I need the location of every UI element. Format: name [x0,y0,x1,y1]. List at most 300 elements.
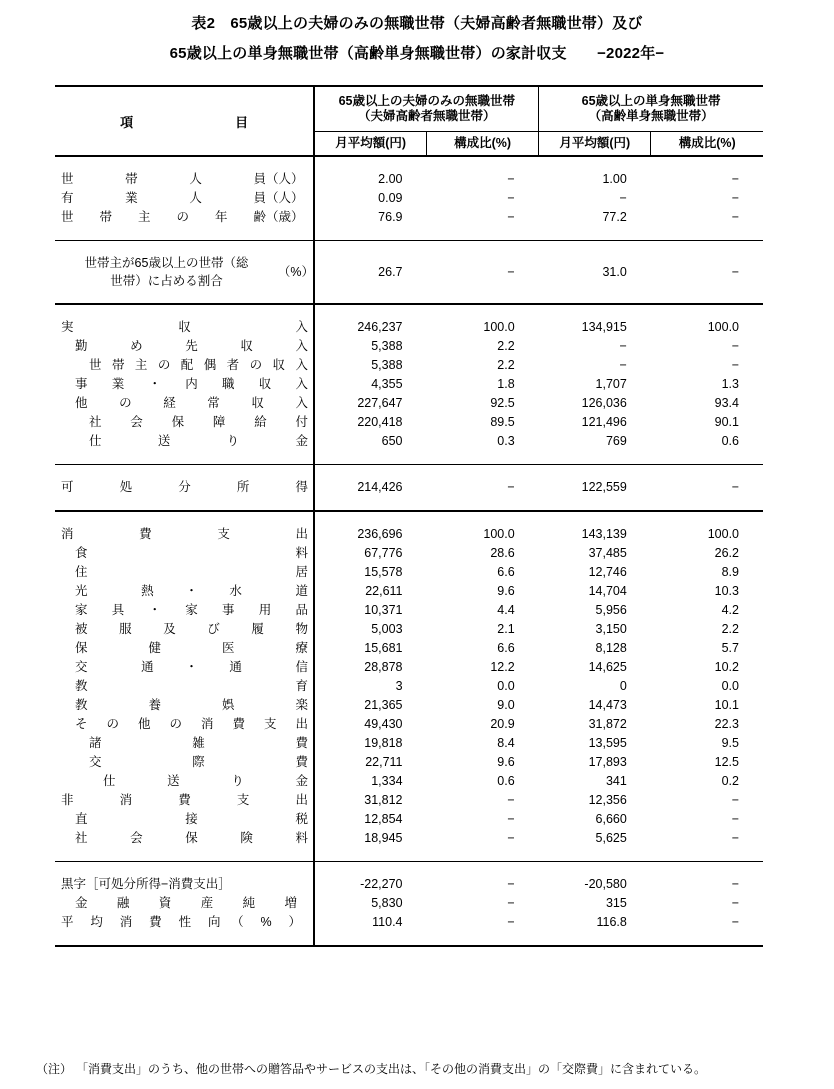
row-label-social-expenses: 交 際 費 [89,755,308,769]
cell-single-ratio: 4.2 [721,603,739,617]
row-label-net-financial: 金 融 資 産 純 増 [75,896,297,910]
spacer-cell [427,227,539,240]
table-row [55,772,763,791]
divider-cell [314,945,426,946]
title-line-1: 表2 65歳以上の夫婦のみの無職世帯（夫婦高齢者無職世帯）及び [191,15,643,32]
spacer-cell [427,156,539,170]
spacer-cell [651,241,763,255]
spacer-row [55,290,763,303]
spacer-cell [651,497,763,510]
table-row [55,563,763,582]
cell-couple-ratio: 2.2 [497,339,515,353]
spacer-cell [427,290,539,303]
cell-single-ratio: 0.0 [721,679,739,693]
cell-couple-ratio: 4.4 [497,603,515,617]
cell-couple-amount: 110.4 [314,913,426,932]
spacer-cell [651,862,763,876]
household-budget-table [55,85,763,947]
cell-couple-amount: 76.9 [314,208,426,227]
row-label-social-insurance: 社 会 保 険 料 [75,831,308,845]
cell-single-ratio: 0.6 [721,434,739,448]
cell-couple-ratio: − [507,915,515,929]
spacer-cell [314,290,426,303]
spacer-cell [539,227,651,240]
spacer-row [55,465,763,479]
spacer-row [55,511,763,525]
row-label-surplus: 黒字［可処分所得−消費支出］ [61,877,231,891]
cell-single-amount: 116.8 [596,915,627,929]
spacer-cell [651,156,763,170]
cell-single-ratio: − [731,812,739,826]
cell-single-ratio: 90.1 [714,415,739,429]
table-row [55,318,763,337]
table-row [55,875,763,894]
cell-single-amount: 134,915 [581,320,627,334]
cell-couple-amount: 26.7 [314,254,426,290]
cell-couple-amount: 22,611 [314,582,426,601]
spacer-cell [427,465,539,479]
row-label-food: 食 料 [75,546,308,560]
cell-couple-amount: 5,003 [314,620,426,639]
cell-single-ratio: − [731,793,739,807]
cell-couple-ratio: 20.9 [490,717,515,731]
table-row [55,734,763,753]
cell-single-amount: 14,625 [588,660,627,674]
unit-percent: （%） [277,264,314,279]
row-label-furniture: 家 具 ・ 家 事 用 品 [75,603,308,617]
row-label-propensity: 平 均 消 費 性 向 （ % ） [61,915,301,929]
share-label-line1: 世帯主が65歳以上の世帯（総 [84,256,249,270]
cell-couple-ratio: − [507,896,515,910]
cell-single-ratio: 100.0 [707,527,739,541]
cell-couple-amount: 28,878 [314,658,426,677]
spacer-row [55,497,763,510]
spacer-cell [539,304,651,318]
cell-single-ratio: 10.3 [714,584,739,598]
cell-couple-ratio: 0.0 [497,679,515,693]
cell-couple-ratio: 9.6 [497,755,515,769]
row-label-housing: 住 居 [75,565,308,579]
cell-single-amount: 77.2 [602,210,627,224]
cell-single-ratio: 26.2 [714,546,739,560]
table-row [55,658,763,677]
cell-single-ratio: − [731,480,739,494]
cell-single-amount: -20,580 [584,877,627,891]
spacer-cell [427,932,539,945]
header-group-single-line2: （高齢単身無職世帯） [588,109,714,123]
cell-single-ratio: − [731,191,739,205]
cell-couple-ratio: − [507,793,515,807]
spacer-cell [55,227,314,240]
cell-single-ratio: 5.7 [721,641,739,655]
cell-single-amount: − [619,358,627,372]
spacer-cell [539,932,651,945]
share-label-block [61,254,314,290]
header-group-single-line1: 65歳以上の単身無職世帯 [581,94,721,108]
cell-single-amount: − [619,339,627,353]
table-row [55,620,763,639]
cell-single-ratio: 9.5 [721,736,739,750]
share-label-text [61,254,272,290]
row-label-consumption: 消 費 支 出 [61,527,308,541]
divider-cell [651,945,763,946]
table-row [55,913,763,932]
footnote-text: 「消費支出」のうち、他の世帯への贈答品やサービスの支出は、「その他の消費支出」の「交際費」に含まれている。 [76,1062,707,1076]
row-label-remittance-in: 仕 送 り 金 [89,434,308,448]
cell-single-amount: 126,036 [581,396,627,410]
table-row [55,189,763,208]
cell-couple-amount: 31,812 [314,791,426,810]
cell-couple-ratio: 100.0 [483,320,515,334]
spacer-cell [314,304,426,318]
spacer-cell [539,497,651,510]
spacer-cell [314,497,426,510]
table-row [55,601,763,620]
table-row [55,208,763,227]
row-label-education: 教 育 [75,679,308,693]
cell-couple-amount: 0.09 [314,189,426,208]
cell-single-ratio: 22.3 [714,717,739,731]
row-label-head-age: 世 帯 主 の 年 齢（歳） [61,210,304,224]
row-label-household-members: 世 帯 人 員（人） [61,172,304,186]
cell-single-ratio: 93.4 [714,396,739,410]
row-label-misc: 諸 雑 費 [89,736,308,750]
table-row [55,829,763,848]
cell-couple-amount: 10,371 [314,601,426,620]
spacer-cell [55,156,314,170]
table-row [55,413,763,432]
cell-couple-ratio: − [507,210,515,224]
cell-single-ratio: 10.1 [714,698,739,712]
unit-persons: （人） [266,191,304,205]
row-label-actual-income: 実 収 入 [61,320,308,334]
cell-single-amount: 769 [605,434,627,448]
table-row [55,170,763,189]
cell-single-ratio: − [731,358,739,372]
divider-cell [427,945,539,946]
spacer-cell [314,227,426,240]
cell-couple-amount: 5,830 [314,894,426,913]
table-row [55,375,763,394]
header-group-couple-line1: 65歳以上の夫婦のみの無職世帯 [338,94,515,108]
cell-single-amount: 1,707 [595,377,627,391]
cell-single-amount: 31.0 [602,264,627,279]
header-couple-amount: 月平均額(円) [314,132,426,157]
cell-single-amount: 12,356 [588,793,627,807]
footnote-marker: （注） [36,1062,73,1076]
cell-single-amount: 143,139 [581,527,627,541]
row-label-spouse-income: 世帯主の配偶者の収入 [89,358,308,372]
table-row [55,432,763,451]
cell-couple-ratio: 12.2 [490,660,515,674]
table-title [0,0,834,69]
title-line-2: 65歳以上の単身無職世帯（高齢単身無職世帯）の家計収支 −2022年− [169,45,665,62]
cell-single-amount: 13,595 [588,736,627,750]
row-label-culture: 教 養 娯 楽 [75,698,308,712]
header-group-couple [314,86,538,132]
divider-cell [55,945,314,946]
cell-couple-amount: 650 [314,432,426,451]
header-item-column [55,86,314,156]
cell-couple-ratio: − [507,877,515,891]
cell-couple-ratio: − [507,812,515,826]
cell-couple-amount: 67,776 [314,544,426,563]
spacer-cell [651,511,763,525]
spacer-row [55,932,763,945]
spacer-cell [651,932,763,945]
spacer-cell [55,290,314,303]
cell-couple-ratio: 28.6 [490,546,515,560]
table-row [55,544,763,563]
cell-couple-ratio: − [507,831,515,845]
row-label-remittance-out: 仕 送 り 金 [103,774,308,788]
row-label-employed-members: 有 業 人 員（人） [61,191,304,205]
table-row [55,696,763,715]
spacer-cell [427,511,539,525]
spacer-cell [539,465,651,479]
spacer-cell [539,241,651,255]
cell-couple-amount: 227,647 [314,394,426,413]
row-label-transport: 交 通 ・ 通 信 [75,660,308,674]
cell-single-ratio: − [731,831,739,845]
cell-couple-amount: 5,388 [314,356,426,375]
spacer-row [55,862,763,876]
spacer-cell [314,511,426,525]
spacer-cell [314,932,426,945]
spacer-cell [651,290,763,303]
header-group-couple-line2: （夫婦高齢者無職世帯） [358,109,496,123]
cell-couple-ratio: 9.0 [497,698,515,712]
cell-couple-ratio: − [507,172,515,186]
table-body [55,156,763,946]
spacer-cell [539,511,651,525]
row-label-share-of-total [55,254,314,290]
cell-single-ratio: 2.2 [721,622,739,636]
table-row [55,639,763,658]
spacer-cell [314,241,426,255]
spacer-cell [427,497,539,510]
cell-single-amount: 3,150 [595,622,627,636]
cell-single-amount: 5,956 [595,603,627,617]
cell-couple-amount: 12,854 [314,810,426,829]
spacer-cell [539,862,651,876]
spacer-cell [55,932,314,945]
spacer-cell [427,304,539,318]
table-row [55,525,763,544]
cell-couple-ratio: − [507,191,515,205]
cell-single-amount: 14,704 [588,584,627,598]
cell-single-amount: 1.00 [602,172,627,186]
cell-couple-amount: 15,578 [314,563,426,582]
table-row [55,337,763,356]
spacer-cell [55,304,314,318]
spacer-cell [651,304,763,318]
header-single-ratio: 構成比(%) [651,132,763,157]
spacer-cell [55,451,314,464]
cell-single-ratio: 8.9 [721,565,739,579]
cell-single-ratio: 0.2 [721,774,739,788]
unit-years: （歳） [266,210,304,224]
cell-single-amount: 315 [605,896,627,910]
spacer-cell [314,451,426,464]
cell-single-amount: 121,496 [581,415,627,429]
cell-couple-ratio: 6.6 [497,565,515,579]
spacer-cell [651,227,763,240]
spacer-cell [314,465,426,479]
spacer-cell [539,451,651,464]
cell-couple-ratio: 6.6 [497,641,515,655]
cell-single-ratio: 100.0 [707,320,739,334]
spacer-cell [55,511,314,525]
cell-couple-amount: 2.00 [314,170,426,189]
divider-cell [539,945,651,946]
cell-couple-amount: 1,334 [314,772,426,791]
cell-couple-amount: 220,418 [314,413,426,432]
cell-couple-amount: 4,355 [314,375,426,394]
cell-couple-ratio: − [507,480,515,494]
table-row [55,356,763,375]
spacer-cell [539,290,651,303]
cell-single-amount: 37,485 [588,546,627,560]
cell-couple-amount: -22,270 [314,875,426,894]
row-label-social-security: 社 会 保 障 給 付 [89,415,308,429]
cell-couple-ratio: 89.5 [490,415,515,429]
spacer-row [55,304,763,318]
table-footnote [0,1060,834,1078]
statistics-table-container [55,85,763,947]
spacer-row [55,451,763,464]
row-label-disposable-income: 可 処 分 所 得 [61,480,308,494]
cell-single-ratio: − [731,896,739,910]
table-row [55,254,763,290]
spacer-cell [55,465,314,479]
spacer-cell [55,862,314,876]
row-label-direct-tax: 直 接 税 [75,812,308,826]
table-row [55,582,763,601]
cell-couple-amount: 21,365 [314,696,426,715]
cell-single-ratio: − [731,264,739,279]
cell-couple-ratio: 2.1 [497,622,515,636]
table-row [55,894,763,913]
table-header [55,86,763,156]
cell-couple-ratio: 9.6 [497,584,515,598]
cell-single-amount: 31,872 [588,717,627,731]
cell-couple-ratio: 0.6 [497,774,515,788]
row-label-other-consumption: そ の 他 の 消 費 支 出 [75,717,308,731]
table-row [55,810,763,829]
spacer-cell [427,451,539,464]
table-row [55,677,763,696]
spacer-cell [427,848,539,861]
cell-single-ratio: − [731,915,739,929]
spacer-cell [539,156,651,170]
header-single-amount: 月平均額(円) [539,132,651,157]
spacer-row [55,848,763,861]
spacer-cell [55,497,314,510]
table-bottom-border [55,945,763,946]
cell-couple-amount: 214,426 [314,478,426,497]
unit-persons: （人） [266,172,304,186]
spacer-row [55,156,763,170]
table-row [55,791,763,810]
cell-single-ratio: − [731,210,739,224]
cell-couple-amount: 5,388 [314,337,426,356]
cell-couple-amount: 236,696 [314,525,426,544]
cell-couple-amount: 22,711 [314,753,426,772]
cell-single-amount: − [619,191,627,205]
cell-single-amount: 5,625 [595,831,627,845]
row-label-clothing: 被 服 及 び 履 物 [75,622,308,636]
spacer-cell [539,848,651,861]
row-label-work-income: 勤 め 先 収 入 [75,339,308,353]
cell-single-amount: 0 [619,679,627,693]
cell-single-ratio: − [731,172,739,186]
cell-couple-ratio: 8.4 [497,736,515,750]
cell-single-ratio: − [731,339,739,353]
cell-single-amount: 122,559 [581,480,627,494]
row-label-non-consumption: 非 消 費 支 出 [61,793,308,807]
table-row [55,715,763,734]
spacer-cell [427,241,539,255]
spacer-cell [651,465,763,479]
spacer-cell [55,848,314,861]
header-item-label: 項 目 [120,114,249,130]
cell-single-amount: 6,660 [595,812,627,826]
header-couple-ratio: 構成比(%) [427,132,539,157]
cell-single-ratio: − [731,877,739,891]
table-row [55,478,763,497]
spacer-row [55,227,763,240]
cell-couple-ratio: 100.0 [483,527,515,541]
spacer-cell [314,156,426,170]
cell-single-ratio: 10.2 [714,660,739,674]
spacer-cell [314,848,426,861]
row-label-utilities: 光 熱 ・ 水 道 [75,584,308,598]
header-group-single [539,86,763,132]
cell-couple-ratio: 0.3 [497,434,515,448]
cell-couple-amount: 49,430 [314,715,426,734]
spacer-cell [55,241,314,255]
cell-single-ratio: 1.3 [721,377,739,391]
spacer-cell [651,451,763,464]
cell-single-amount: 12,746 [588,565,627,579]
spacer-cell [427,862,539,876]
cell-single-amount: 341 [605,774,627,788]
row-label-business-income: 事 業 ・ 内 職 収 入 [75,377,308,391]
table-row [55,753,763,772]
cell-couple-amount: 3 [314,677,426,696]
cell-couple-ratio: 1.8 [497,377,515,391]
cell-couple-amount: 19,818 [314,734,426,753]
spacer-row [55,241,763,255]
cell-couple-ratio: 92.5 [490,396,515,410]
cell-single-ratio: 12.5 [714,755,739,769]
cell-couple-ratio: 2.2 [497,358,515,372]
share-label-line2: 世帯）に占める割合 [110,274,223,288]
cell-single-amount: 17,893 [588,755,627,769]
cell-couple-amount: 246,237 [314,318,426,337]
spacer-cell [651,848,763,861]
cell-couple-amount: 18,945 [314,829,426,848]
table-row [55,394,763,413]
cell-couple-amount: 15,681 [314,639,426,658]
spacer-cell [314,862,426,876]
row-label-health: 保 健 医 療 [75,641,308,655]
cell-single-amount: 14,473 [588,698,627,712]
cell-single-amount: 8,128 [595,641,627,655]
cell-couple-ratio: − [507,264,515,279]
row-label-other-regular-income: 他 の 経 常 収 入 [75,396,308,410]
